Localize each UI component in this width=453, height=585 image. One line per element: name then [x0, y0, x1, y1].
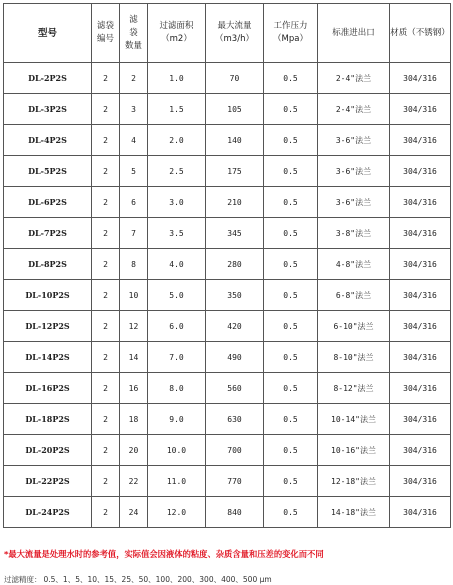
cell-model: DL-8P2S [4, 249, 92, 280]
cell-model: DL-14P2S [4, 342, 92, 373]
cell-filter-area: 11.0 [148, 466, 206, 497]
cell-inlet-outlet: 8-12"法兰 [318, 373, 390, 404]
header-bag-code [92, 4, 120, 63]
cell-material: 304/316 [390, 404, 451, 435]
cell-bag-count: 12 [120, 311, 148, 342]
cell-bag-code: 2 [92, 404, 120, 435]
cell-work-pressure: 0.5 [264, 311, 318, 342]
cell-bag-code: 2 [92, 94, 120, 125]
table-header [4, 4, 451, 63]
header-bag-count-line: 数量 [124, 40, 142, 51]
table-row [4, 187, 451, 218]
cell-max-flow: 345 [206, 218, 264, 249]
cell-material: 304/316 [390, 218, 451, 249]
cell-model: DL-3P2S [4, 94, 92, 125]
cell-filter-area: 1.0 [148, 63, 206, 94]
cell-max-flow: 770 [206, 466, 264, 497]
cell-inlet-outlet: 4-8"法兰 [318, 249, 390, 280]
cell-inlet-outlet: 10-14"法兰 [318, 404, 390, 435]
cell-bag-code: 2 [92, 63, 120, 94]
cell-bag-code: 2 [92, 435, 120, 466]
cell-bag-code: 2 [92, 218, 120, 249]
cell-inlet-outlet: 3-8"法兰 [318, 218, 390, 249]
header-bag-count [120, 4, 148, 63]
cell-material: 304/316 [390, 249, 451, 280]
cell-inlet-outlet: 3-6"法兰 [318, 156, 390, 187]
cell-work-pressure: 0.5 [264, 249, 318, 280]
header-bag-count-line: 袋 [129, 27, 138, 38]
cell-model: DL-12P2S [4, 311, 92, 342]
header-work-pressure-line: 工作压力 [273, 21, 308, 31]
filter-precision [4, 574, 449, 585]
cell-max-flow: 700 [206, 435, 264, 466]
header-bag-count-line: 滤 [129, 14, 138, 25]
cell-bag-count: 24 [120, 497, 148, 528]
cell-model: DL-24P2S [4, 497, 92, 528]
cell-model: DL-2P2S [4, 63, 92, 94]
cell-model: DL-5P2S [4, 156, 92, 187]
header-work-pressure [264, 4, 318, 63]
cell-work-pressure: 0.5 [264, 404, 318, 435]
cell-bag-code: 2 [92, 342, 120, 373]
cell-material: 304/316 [390, 466, 451, 497]
cell-work-pressure: 0.5 [264, 342, 318, 373]
cell-filter-area: 12.0 [148, 497, 206, 528]
cell-max-flow: 420 [206, 311, 264, 342]
cell-filter-area: 4.0 [148, 249, 206, 280]
header-max-flow-line: 最大流量 [217, 21, 252, 31]
cell-max-flow: 70 [206, 63, 264, 94]
flow-note: *最大流量是处理水时的参考值，实际值会因液体的粘度、杂质含量和压差的变化而不同 [4, 549, 324, 559]
cell-material: 304/316 [390, 435, 451, 466]
cell-inlet-outlet: 3-6"法兰 [318, 187, 390, 218]
cell-inlet-outlet: 14-18"法兰 [318, 497, 390, 528]
filter-precision-label: 过滤精度： [4, 575, 42, 584]
cell-filter-area: 3.0 [148, 187, 206, 218]
cell-max-flow: 210 [206, 187, 264, 218]
cell-inlet-outlet: 2-4"法兰 [318, 94, 390, 125]
cell-bag-count: 3 [120, 94, 148, 125]
header-inlet-outlet: 标准进出口 [318, 4, 390, 63]
cell-inlet-outlet: 2-4"法兰 [318, 63, 390, 94]
header-material: 材质（不锈钢） [390, 4, 451, 63]
cell-filter-area: 9.0 [148, 404, 206, 435]
cell-material: 304/316 [390, 94, 451, 125]
cell-bag-count: 7 [120, 218, 148, 249]
table-row [4, 497, 451, 528]
table-row [4, 156, 451, 187]
cell-max-flow: 175 [206, 156, 264, 187]
table-row [4, 466, 451, 497]
cell-inlet-outlet: 6-8"法兰 [318, 280, 390, 311]
cell-max-flow: 105 [206, 94, 264, 125]
cell-bag-code: 2 [92, 373, 120, 404]
cell-bag-code: 2 [92, 497, 120, 528]
cell-material: 304/316 [390, 311, 451, 342]
cell-model: DL-4P2S [4, 125, 92, 156]
cell-material: 304/316 [390, 342, 451, 373]
cell-inlet-outlet: 8-10"法兰 [318, 342, 390, 373]
cell-model: DL-16P2S [4, 373, 92, 404]
cell-bag-count: 6 [120, 187, 148, 218]
cell-max-flow: 840 [206, 497, 264, 528]
cell-bag-count: 8 [120, 249, 148, 280]
cell-filter-area: 1.5 [148, 94, 206, 125]
cell-filter-area: 2.0 [148, 125, 206, 156]
cell-work-pressure: 0.5 [264, 156, 318, 187]
cell-material: 304/316 [390, 63, 451, 94]
cell-bag-count: 5 [120, 156, 148, 187]
cell-work-pressure: 0.5 [264, 280, 318, 311]
cell-filter-area: 6.0 [148, 311, 206, 342]
cell-bag-count: 2 [120, 63, 148, 94]
header-model: 型号 [4, 4, 92, 63]
cell-model: DL-18P2S [4, 404, 92, 435]
cell-model: DL-7P2S [4, 218, 92, 249]
table-row [4, 63, 451, 94]
header-bag-code-line: 滤袋 [96, 21, 114, 31]
cell-bag-code: 2 [92, 125, 120, 156]
table-row [4, 94, 451, 125]
table-row [4, 249, 451, 280]
table-row [4, 125, 451, 156]
cell-filter-area: 8.0 [148, 373, 206, 404]
cell-max-flow: 140 [206, 125, 264, 156]
cell-bag-count: 10 [120, 280, 148, 311]
cell-work-pressure: 0.5 [264, 497, 318, 528]
table-row [4, 311, 451, 342]
cell-filter-area: 3.5 [148, 218, 206, 249]
cell-work-pressure: 0.5 [264, 63, 318, 94]
cell-work-pressure: 0.5 [264, 466, 318, 497]
table-row [4, 373, 451, 404]
cell-work-pressure: 0.5 [264, 218, 318, 249]
header-row [4, 4, 451, 63]
cell-filter-area: 5.0 [148, 280, 206, 311]
cell-model: DL-20P2S [4, 435, 92, 466]
cell-material: 304/316 [390, 280, 451, 311]
filter-precision-values: 0.5、1、5、10、15、25、50、100、200、300、400、500 μm [43, 575, 272, 584]
header-bag-code-line: 编号 [96, 34, 114, 44]
cell-work-pressure: 0.5 [264, 94, 318, 125]
cell-model: DL-6P2S [4, 187, 92, 218]
spec-sheet [3, 3, 450, 528]
cell-bag-count: 20 [120, 435, 148, 466]
cell-filter-area: 2.5 [148, 156, 206, 187]
cell-bag-count: 22 [120, 466, 148, 497]
cell-bag-code: 2 [92, 249, 120, 280]
table-row [4, 218, 451, 249]
cell-material: 304/316 [390, 156, 451, 187]
cell-model: DL-10P2S [4, 280, 92, 311]
cell-max-flow: 280 [206, 249, 264, 280]
cell-material: 304/316 [390, 373, 451, 404]
table-row [4, 435, 451, 466]
cell-max-flow: 350 [206, 280, 264, 311]
cell-inlet-outlet: 12-18"法兰 [318, 466, 390, 497]
cell-bag-code: 2 [92, 311, 120, 342]
cell-inlet-outlet: 3-6"法兰 [318, 125, 390, 156]
cell-work-pressure: 0.5 [264, 187, 318, 218]
spec-table [3, 3, 451, 528]
cell-inlet-outlet: 6-10"法兰 [318, 311, 390, 342]
header-filter-area [148, 4, 206, 63]
cell-bag-count: 18 [120, 404, 148, 435]
header-work-pressure-line: （Mpa） [273, 34, 308, 44]
cell-bag-code: 2 [92, 280, 120, 311]
header-max-flow-line: （m3/h） [215, 34, 254, 44]
cell-material: 304/316 [390, 125, 451, 156]
cell-bag-count: 16 [120, 373, 148, 404]
cell-max-flow: 560 [206, 373, 264, 404]
cell-bag-code: 2 [92, 187, 120, 218]
cell-max-flow: 630 [206, 404, 264, 435]
cell-inlet-outlet: 10-16"法兰 [318, 435, 390, 466]
table-row [4, 280, 451, 311]
cell-bag-count: 4 [120, 125, 148, 156]
cell-bag-code: 2 [92, 466, 120, 497]
table-row [4, 342, 451, 373]
cell-bag-count: 14 [120, 342, 148, 373]
header-filter-area-line: 过滤面积 [159, 21, 194, 31]
header-max-flow [206, 4, 264, 63]
cell-material: 304/316 [390, 497, 451, 528]
cell-bag-code: 2 [92, 156, 120, 187]
cell-max-flow: 490 [206, 342, 264, 373]
cell-model: DL-22P2S [4, 466, 92, 497]
cell-work-pressure: 0.5 [264, 435, 318, 466]
table-body [4, 63, 451, 528]
table-row [4, 404, 451, 435]
cell-filter-area: 7.0 [148, 342, 206, 373]
cell-material: 304/316 [390, 187, 451, 218]
header-filter-area-line: （m2） [161, 34, 192, 44]
cell-work-pressure: 0.5 [264, 373, 318, 404]
cell-filter-area: 10.0 [148, 435, 206, 466]
cell-work-pressure: 0.5 [264, 125, 318, 156]
